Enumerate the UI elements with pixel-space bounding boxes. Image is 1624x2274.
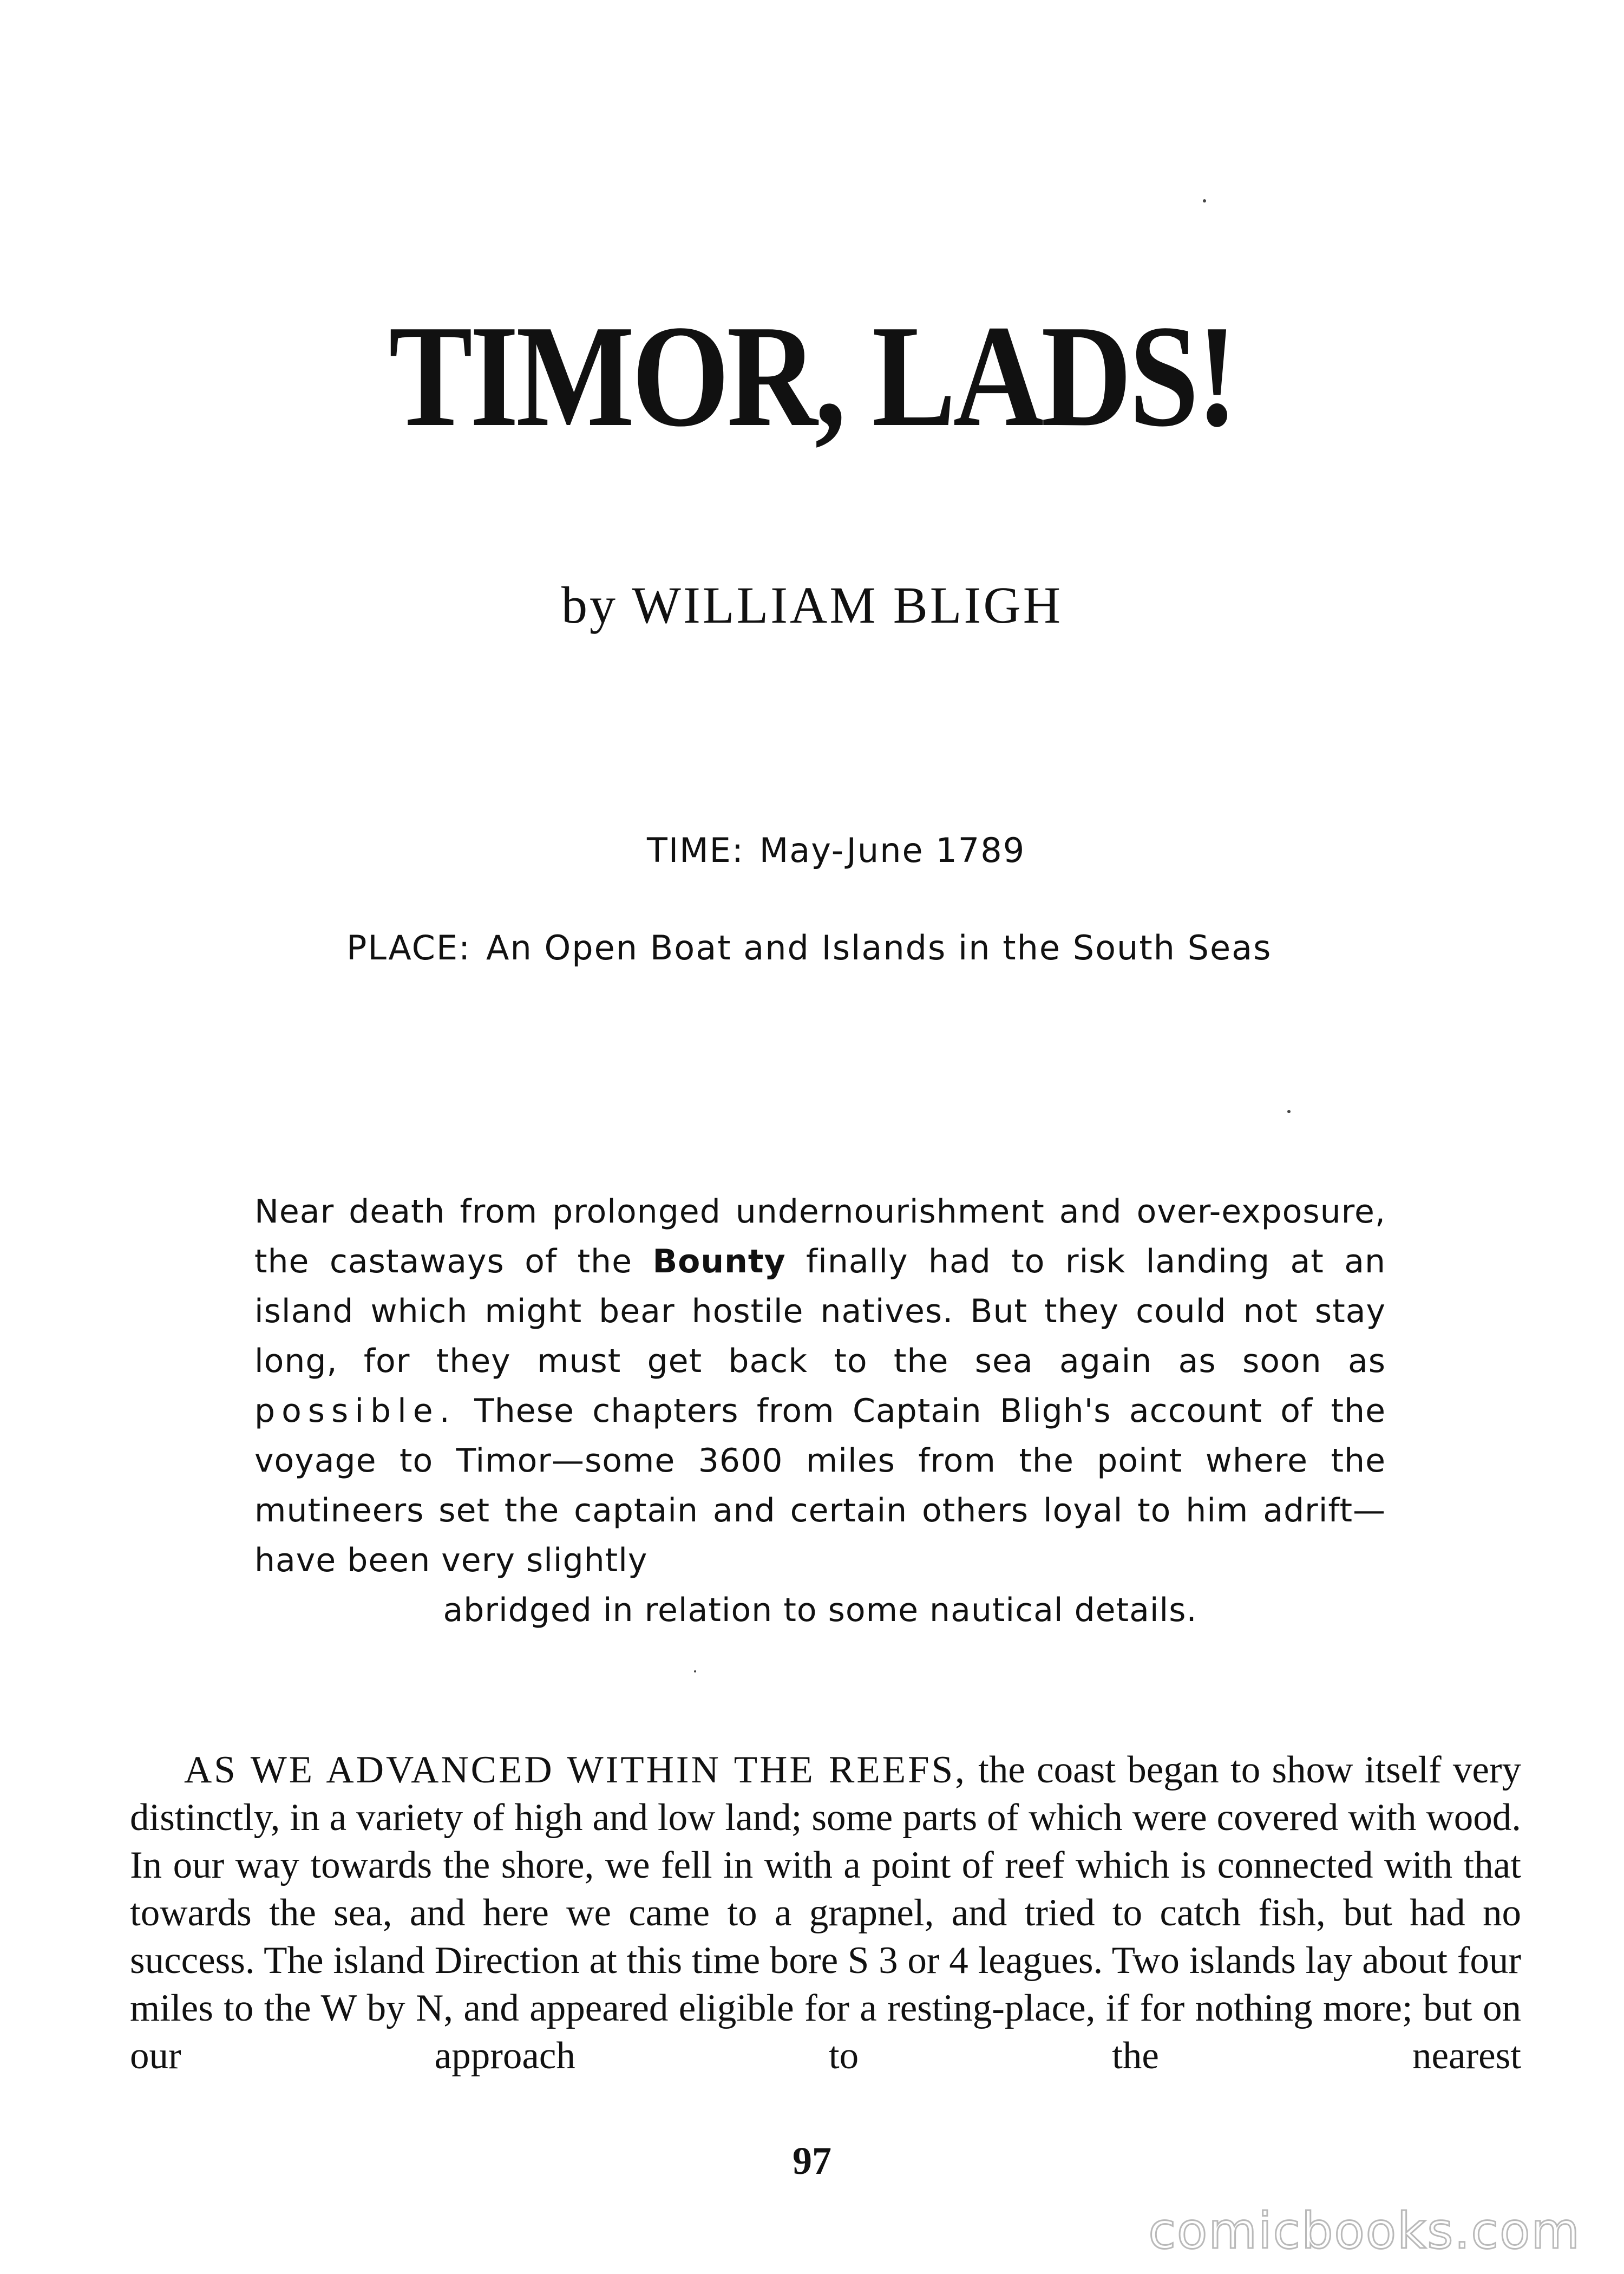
time-label: TIME: bbox=[647, 831, 744, 870]
time-value: May-June 1789 bbox=[759, 831, 1026, 870]
place-line bbox=[346, 928, 1272, 968]
intro-paragraph bbox=[254, 1187, 1386, 1635]
ship-name: Bounty bbox=[652, 1243, 786, 1280]
place-label: PLACE: bbox=[346, 928, 472, 968]
intro-last-line: abridged in relation to some nautical details. bbox=[443, 1591, 1197, 1629]
body-lead-in: AS WE ADVANCED WITHIN THE REEFS, bbox=[184, 1749, 967, 1791]
intro-spaced-word: possible. bbox=[254, 1392, 456, 1430]
intro-text-1: Near death from prolonged undernourishment and over-exposure, the castaways of the bbox=[254, 1193, 1386, 1280]
body-paragraph bbox=[130, 1746, 1521, 2080]
body-text: the coast began to show itself very distinctly, in a variety of high and low land; some parts of which were covered with wood. In our way towards the shore, we fell in with a point of reef which is connected with that towards the sea, and here we came to a grapnel, and tried to catch fish, but had no success. The island Direction at this time bore S 3 or 4 leagues. Two islands lay about four miles to the W by N, and appeared eligible for a resting-place, if for nothing more; but on our approach to the nearest bbox=[130, 1749, 1521, 2077]
watermark-logo: comicbooks.com bbox=[1148, 2202, 1581, 2260]
place-value: An Open Boat and Islands in the South Seas bbox=[486, 928, 1272, 968]
intro-text-3: These chapters from Captain Bligh's account of the voyage to Timor—some 3600 miles from the point where the mutineers set the captain and certain others loyal to him adrift—have been very slightly bbox=[254, 1392, 1386, 1579]
print-speck bbox=[1203, 199, 1206, 202]
author-byline: by WILLIAM BLIGH bbox=[561, 576, 1063, 634]
page-number: 97 bbox=[793, 2139, 831, 2182]
time-line bbox=[647, 831, 1026, 870]
print-speck bbox=[694, 1670, 696, 1672]
print-speck bbox=[1287, 1110, 1291, 1113]
story-title: TIMOR, LADS! bbox=[389, 295, 1235, 457]
intro-text-2: finally had to risk landing at an island which might bear hostile natives. But they could not stay long, for they must get back to the sea again as soon as bbox=[254, 1243, 1386, 1380]
